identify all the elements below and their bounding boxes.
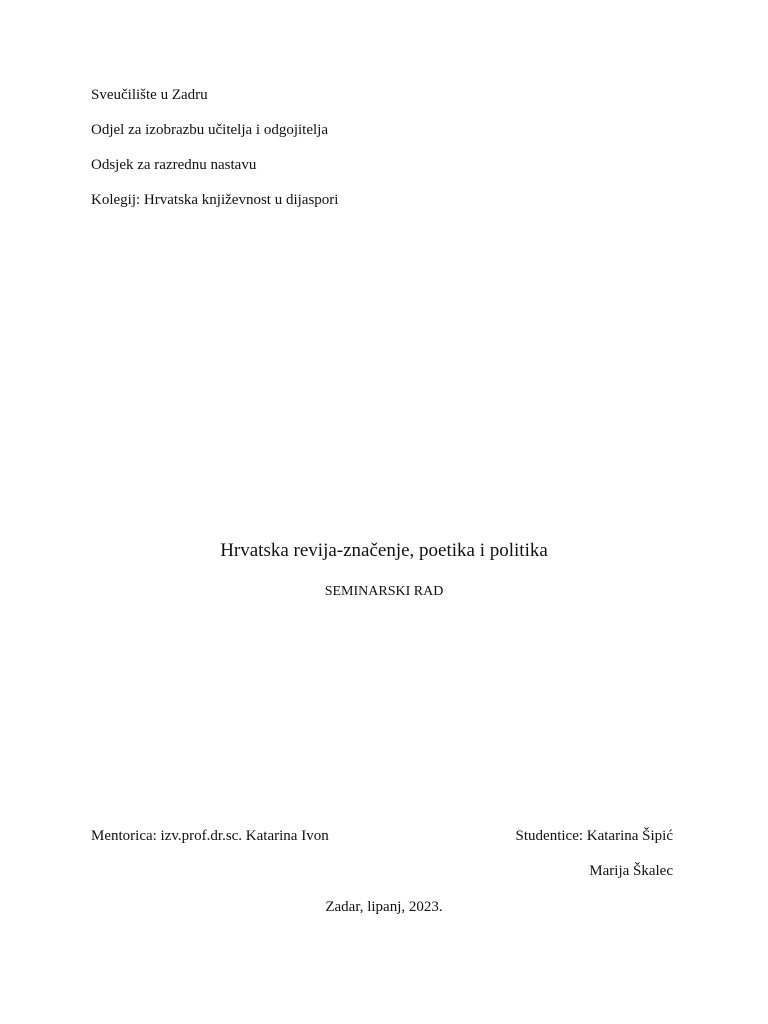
document-title: Hrvatska revija-značenje, poetika i politika	[220, 540, 548, 561]
section-name: Odsjek za razrednu nastavu	[91, 157, 257, 173]
department-name: Odjel za izobrazbu učitelja i odgojitelja	[91, 122, 328, 138]
students-line: Studentice: Katarina Šipić	[515, 828, 673, 844]
course-name: Kolegij: Hrvatska književnost u dijaspori	[91, 192, 339, 208]
second-student-name: Marija Škalec	[589, 863, 673, 879]
mentor-line: Mentorica: izv.prof.dr.sc. Katarina Ivon	[91, 828, 329, 844]
university-name: Sveučilište u Zadru	[91, 87, 208, 103]
document-subtitle: SEMINARSKI RAD	[324, 584, 444, 599]
place-and-date: Zadar, lipanj, 2023.	[325, 899, 443, 915]
